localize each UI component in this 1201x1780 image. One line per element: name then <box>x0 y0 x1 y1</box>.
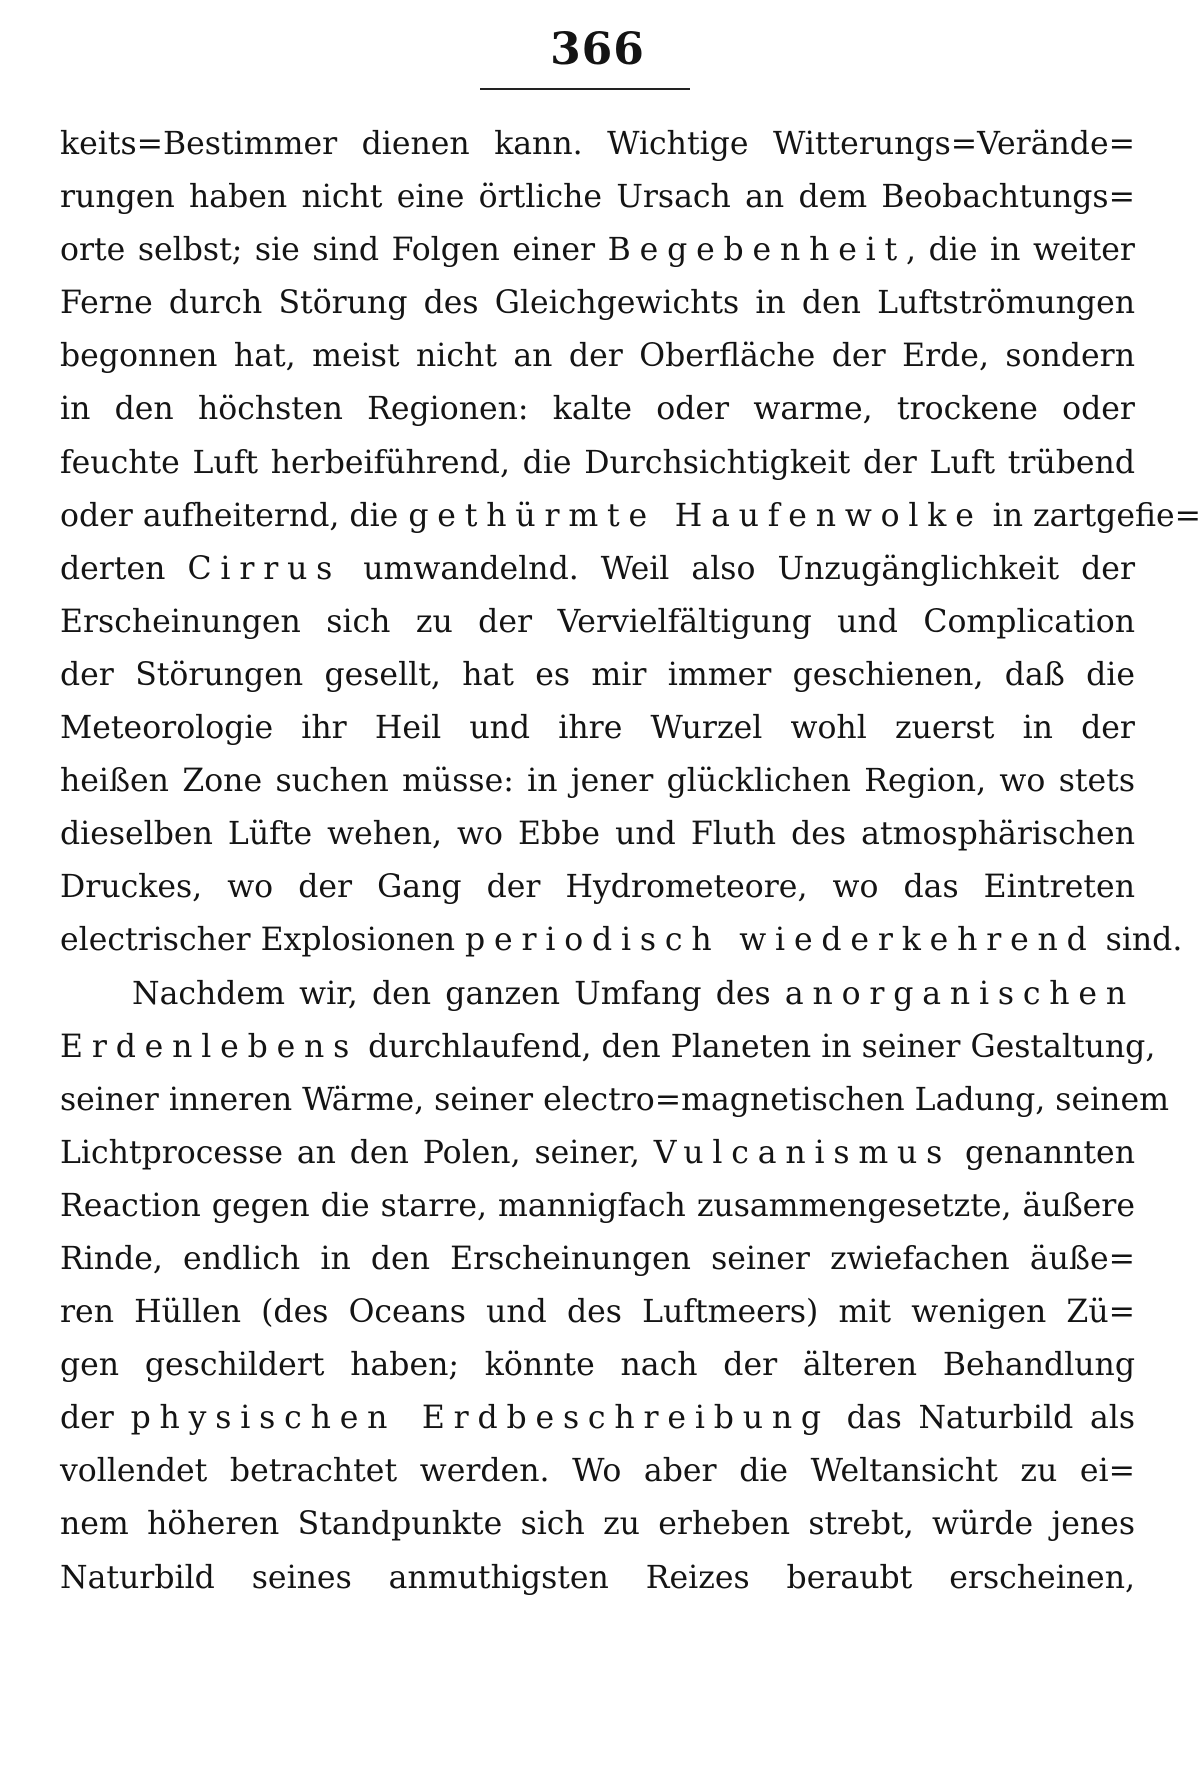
text-line: Erscheinungen sich zu der Vervielfältigung und Complication <box>60 603 1135 640</box>
text-line: Lichtprocesse an den Polen, seiner, Vulcanismus genannten <box>60 1134 1135 1171</box>
text-line: der Störungen gesellt, hat es mir immer geschienen, daß die <box>60 656 1135 693</box>
text-line: oder aufheiternd, die gethürmte Haufenwolke in zartgefie= <box>60 497 1201 534</box>
text-line: derten Cirrus umwandelnd. Weil also Unzugänglichkeit der <box>60 550 1135 587</box>
paragraph-1 <box>60 118 1201 968</box>
text-line: Erdenlebens durchlaufend, den Planeten in seiner Gestaltung, <box>60 1028 1156 1065</box>
text-line: keits=Bestimmer dienen kann. Wichtige Witterungs=Verände= <box>60 126 1135 162</box>
spaced-emphasis: anorganischen <box>784 975 1135 1012</box>
text-line: nem höheren Standpunkte sich zu erheben strebt, würde jenes <box>60 1506 1135 1543</box>
text-line: gen geschildert haben; könnte nach der älteren Behandlung <box>60 1347 1135 1384</box>
text-line: Reaction gegen die starre, mannigfach zusammengesetzte, äußere <box>60 1187 1135 1224</box>
spaced-emphasis: Erdenlebens <box>60 1028 359 1065</box>
text-line: vollendet betrachtet werden. Wo aber die Weltansicht zu ei= <box>60 1453 1135 1490</box>
text-line: feuchte Luft herbeiführend, die Durchsichtigkeit der Luft trübend <box>60 444 1135 481</box>
body-text <box>60 118 1201 1605</box>
text-line: dieselben Lüfte wehen, wo Ebbe und Fluth des atmosphärischen <box>60 816 1135 853</box>
text-line: rungen haben nicht eine örtliche Ursach an dem Beobachtungs= <box>60 179 1135 216</box>
spaced-emphasis: gethürmte Haufenwolke <box>408 497 983 534</box>
text-line: Rinde, endlich in den Erscheinungen seiner zwiefachen äuße= <box>60 1240 1135 1277</box>
text-line: heißen Zone suchen müsse: in jener glücklichen Region, wo stets <box>60 763 1135 800</box>
text-line: Nachdem wir, den ganzen Umfang des anorganischen <box>132 975 1135 1012</box>
spaced-emphasis: Vulcanismus <box>653 1134 952 1171</box>
text-line: seiner inneren Wärme, seiner electro=magnetischen Ladung, seinem <box>60 1081 1169 1118</box>
book-page <box>60 0 1201 1780</box>
text-line: Ferne durch Störung des Gleichgewichts in den Luftströmungen <box>60 285 1135 322</box>
spaced-emphasis: Cirrus <box>187 550 342 587</box>
spaced-emphasis: Begebenheit <box>607 232 907 269</box>
text-line: begonnen hat, meist nicht an der Oberfläche der Erde, sondern <box>60 338 1135 375</box>
spaced-emphasis: physischen Erdbeschreibung <box>130 1400 830 1437</box>
page-number: 366 <box>550 24 645 75</box>
spaced-emphasis: periodisch wiederkehrend <box>465 922 1096 959</box>
paragraph-2 <box>60 968 1169 1605</box>
text-line: ren Hüllen (des Oceans und des Luftmeers) mit wenigen Zü= <box>60 1294 1135 1331</box>
text-line: electrischer Explosionen periodisch wiederkehrend sind. <box>60 922 1183 959</box>
page-number-rule <box>480 88 690 90</box>
text-line: der physischen Erdbeschreibung das Naturbild als <box>60 1400 1135 1437</box>
text-line: in den höchsten Regionen: kalte oder warme, trockene oder <box>60 391 1135 428</box>
text-line: Meteorologie ihr Heil und ihre Wurzel wohl zuerst in der <box>60 710 1135 747</box>
text-line: Druckes, wo der Gang der Hydrometeore, wo das Eintreten <box>60 869 1135 906</box>
text-line: Naturbild seines anmuthigsten Reizes beraubt erscheinen, <box>60 1559 1135 1596</box>
text-line: orte selbst; sie sind Folgen einer Begebenheit, die in weiter <box>60 232 1135 269</box>
